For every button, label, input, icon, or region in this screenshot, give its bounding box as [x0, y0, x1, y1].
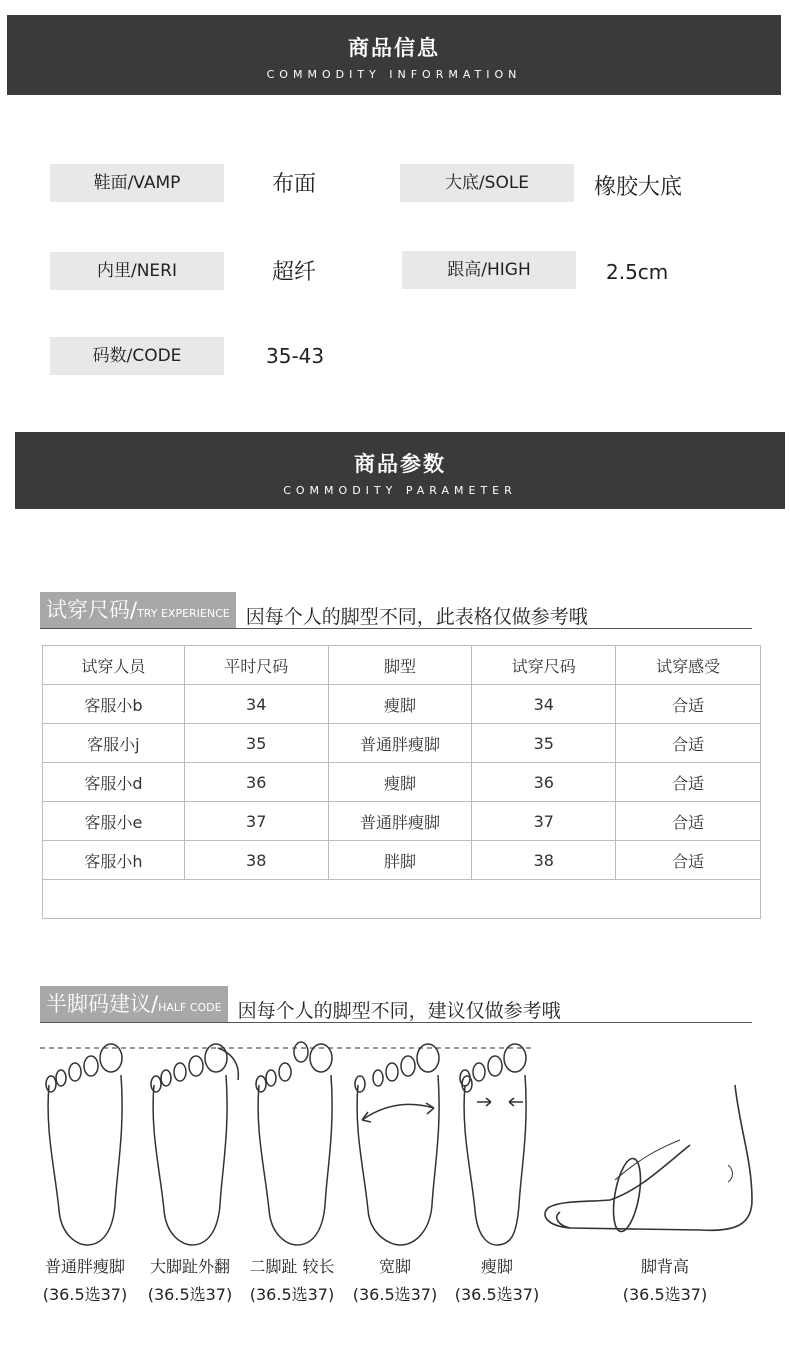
table-row: [43, 802, 761, 841]
half-note: 因每个人的脚型不同，建议仅做参考哦: [237, 1000, 561, 1022]
lining-label: 内里/NERI: [50, 252, 224, 290]
foot-type-label: 宽脚: [378, 1257, 411, 1276]
long-second-toe-icon: [256, 1042, 332, 1245]
info-banner: [7, 15, 781, 95]
foot-type-label: 瘦脚: [480, 1257, 513, 1276]
foot-type-label: 普通胖瘦脚: [44, 1257, 125, 1276]
table-cell: 客服小b: [43, 685, 185, 724]
table-header-cell: 脚型: [328, 646, 472, 685]
half-tag-cn: 半脚码建议/: [46, 992, 159, 1016]
try-tag: [40, 592, 236, 628]
table-header-cell: 试穿人员: [43, 646, 185, 685]
info-banner-subtitle: COMMODITY INFORMATION: [266, 68, 522, 81]
half-section-header: [40, 986, 561, 1022]
foot-size-advice: (36.5选37): [42, 1285, 128, 1304]
table-cell: 合适: [616, 763, 761, 802]
table-cell: 34: [184, 685, 328, 724]
high-arch-foot-icon: [545, 1085, 752, 1234]
table-row: [43, 724, 761, 763]
param-banner-subtitle: COMMODITY PARAMETER: [283, 484, 517, 497]
table-cell: 胖脚: [328, 841, 472, 880]
table-cell: 合适: [616, 724, 761, 763]
table-cell: 36: [472, 763, 616, 802]
try-section-header: [40, 592, 588, 628]
table-cell: 普通胖瘦脚: [328, 724, 472, 763]
try-table: [42, 645, 761, 919]
feet-illustrations: [0, 1040, 790, 1250]
table-header-cell: 试穿尺码: [472, 646, 616, 685]
table-row: [43, 763, 761, 802]
table-row: [43, 841, 761, 880]
bunion-foot-icon: [151, 1044, 238, 1245]
table-cell: 客服小e: [43, 802, 185, 841]
heel-value: 2.5cm: [606, 260, 669, 284]
heel-label: 跟高/HIGH: [402, 251, 576, 289]
table-cell: 普通胖瘦脚: [328, 802, 472, 841]
foot-size-advice: (36.5选37): [352, 1285, 438, 1304]
foot-type-label: 大脚趾外翻: [149, 1257, 230, 1276]
foot-type-label: 二脚趾 较长: [249, 1257, 335, 1276]
table-header-cell: 平时尺码: [184, 646, 328, 685]
half-tag: [40, 986, 228, 1022]
code-label: 码数/CODE: [50, 337, 224, 375]
sole-value: 橡胶大底: [594, 175, 683, 200]
wide-foot-icon: [355, 1044, 439, 1245]
foot-size-advice: (36.5选37): [147, 1285, 233, 1304]
try-tag-en: TRY EXPERIENCE: [137, 607, 230, 620]
table-cell: 37: [472, 802, 616, 841]
table-cell: 38: [184, 841, 328, 880]
param-banner: [15, 432, 785, 509]
table-cell: 合适: [616, 841, 761, 880]
vamp-value: 布面: [272, 172, 317, 197]
table-cell: 合适: [616, 685, 761, 724]
table-row: [43, 685, 761, 724]
vamp-label: 鞋面/VAMP: [50, 164, 224, 202]
param-banner-title: 商品参数: [354, 452, 446, 476]
half-tag-en: HALF CODE: [158, 1001, 222, 1014]
table-cell: 34: [472, 685, 616, 724]
table-cell: 35: [472, 724, 616, 763]
foot-size-advice: (36.5选37): [454, 1285, 540, 1304]
try-tag-cn: 试穿尺码/: [46, 598, 138, 622]
foot-type-label: 脚背高: [640, 1257, 689, 1276]
table-cell: 合适: [616, 802, 761, 841]
table-cell: 38: [472, 841, 616, 880]
table-header-row: [43, 646, 761, 685]
table-cell: 36: [184, 763, 328, 802]
lining-value: 超纤: [272, 260, 317, 285]
info-banner-title: 商品信息: [348, 36, 440, 60]
table-cell: 37: [184, 802, 328, 841]
table-cell: 瘦脚: [328, 685, 472, 724]
table-cell: 客服小j: [43, 724, 185, 763]
foot-size-advice: (36.5选37): [249, 1285, 335, 1304]
table-cell: 瘦脚: [328, 763, 472, 802]
table-empty-cell: [43, 880, 761, 919]
table-cell: 35: [184, 724, 328, 763]
try-rule: [40, 628, 752, 629]
sole-label: 大底/SOLE: [400, 164, 574, 202]
code-value: 35-43: [266, 344, 325, 368]
half-rule: [40, 1022, 752, 1023]
table-cell: 客服小d: [43, 763, 185, 802]
foot-size-advice: (36.5选37): [622, 1285, 708, 1304]
table-header-cell: 试穿感受: [616, 646, 761, 685]
normal-foot-icon: [46, 1044, 122, 1245]
table-cell: 客服小h: [43, 841, 185, 880]
try-note: 因每个人的脚型不同，此表格仅做参考哦: [245, 606, 588, 628]
narrow-foot-icon: [460, 1044, 526, 1245]
table-empty-row: [43, 880, 761, 919]
